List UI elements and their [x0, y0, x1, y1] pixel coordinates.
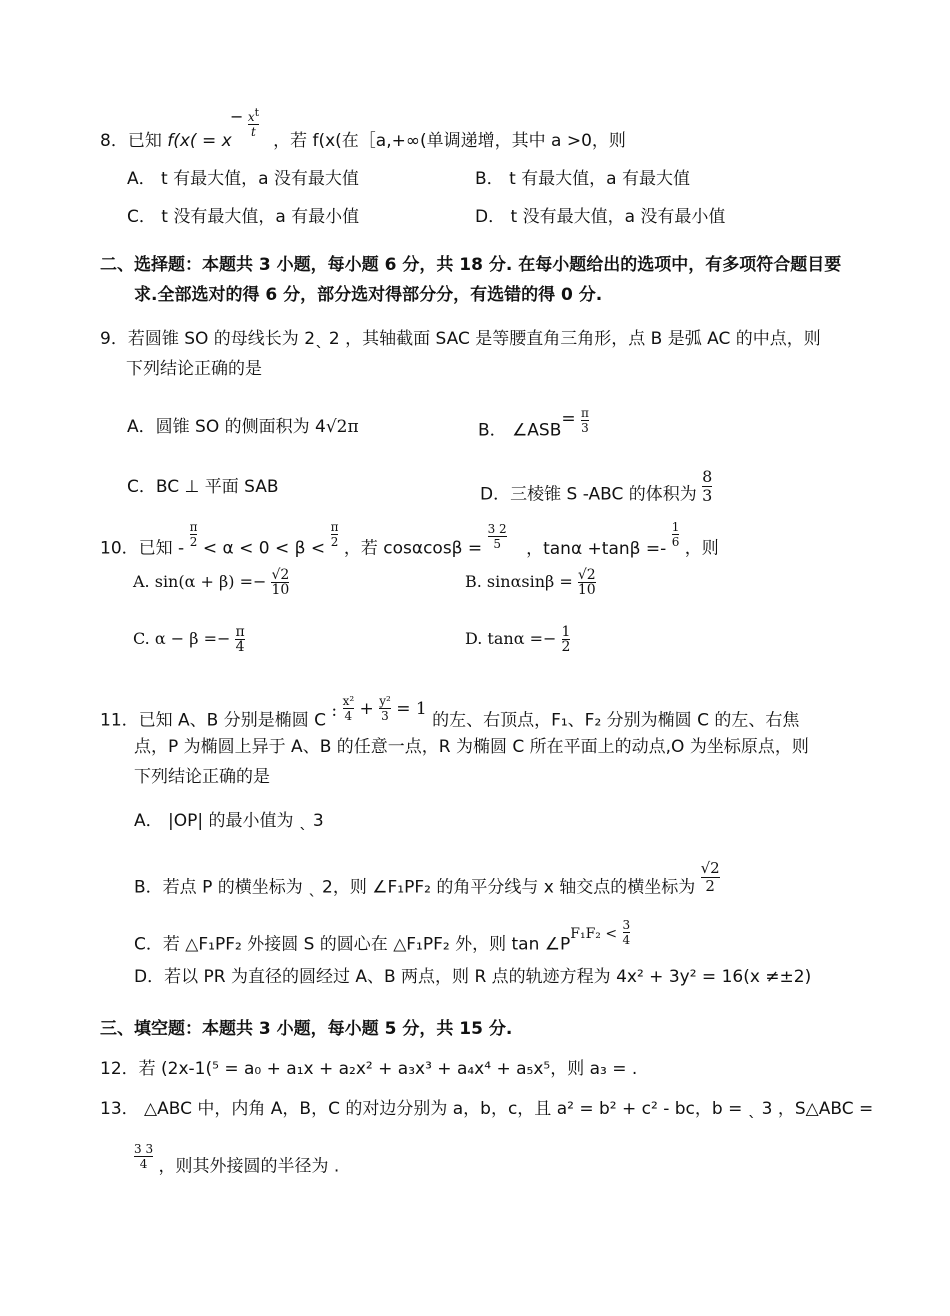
q11-option-c-tail: F₁F₂ < [570, 925, 618, 942]
q10-option-d [465, 625, 570, 654]
q11-stem-a: 11．已知 A、B 分别是椭圆 C [100, 710, 327, 731]
q9-option-c: C．BC ⊥ 平面 SAB [127, 477, 279, 497]
q11-option-b-text: B．若点 P 的横坐标为 ˎ 2，则 ∠F₁PF₂ 的角平分线与 x 轴交点的横坐标为 [134, 877, 696, 898]
q10-option-a [133, 568, 289, 597]
q11-option-c [134, 918, 631, 959]
q10-cos-den: 5 [488, 536, 507, 551]
q11-ellipse-plus: + [359, 698, 374, 719]
q11-ellipse-eq: = 1 [396, 698, 427, 719]
q10-option-d-num: 1 [561, 624, 571, 640]
q10-option-b-text: B. sinαsinβ = [465, 572, 573, 591]
q9-option-d-text: D．三棱锥 S -ABC 的体积为 [480, 484, 697, 505]
q10-cos-num: 3 2 [487, 522, 507, 536]
q13-stem-line2-text: ，则其外接圆的半径为 . [158, 1156, 340, 1177]
q8-option-b: B． t 有最大值，a 有最大值 [475, 169, 690, 189]
q9-option-b: B． ∠ASB= $\frac{\pi}{3}$ [478, 406, 589, 441]
q10-option-c-text: C. α − β =− [133, 629, 231, 648]
q10-option-c-den: 4 [235, 639, 245, 655]
q11-ellipse-y-num: y² [379, 694, 391, 708]
q10-tan-num: 1 [671, 520, 680, 534]
q8-stem-number: 8．已知 [100, 131, 162, 151]
q13-frac-num: 3 3 [134, 1142, 154, 1156]
q8-stem-rest: ，若 f(x(在［a,+∞(单调递增，其中 a >0，则 [273, 131, 626, 151]
q10-option-d-text: D. tanα =− [465, 629, 557, 648]
q8-exp-sup: t [254, 106, 260, 119]
q8-exponent: − $\frac{xt}{t}$ [230, 106, 260, 139]
q10-option-a-num: √2 [271, 567, 290, 583]
q10-stem-b: < α < 0 < β < [202, 538, 326, 559]
q10-stem-e: ，则 [684, 538, 719, 559]
q10-option-c [133, 625, 245, 654]
q10-tan-den: 6 [671, 535, 680, 549]
q9-option-b-text: B． ∠ASB [478, 420, 562, 441]
q11-option-b [134, 859, 720, 905]
q10-stem-a: 10．已知 - [100, 538, 185, 559]
q9-option-a-text: A．圆锥 SO 的侧面积为 4 [127, 417, 326, 437]
q10-option-c-num: π [235, 624, 245, 640]
q10-pi-2: π [330, 520, 339, 534]
q10-option-d-den: 2 [561, 639, 571, 655]
q9-option-d [480, 467, 713, 513]
q12-stem: 12．若 (2x-1(⁵ = a₀ + a₁x + a₂x² + a₃x³ + a₄x⁴ + a₅x⁵，则 a₃ = . [100, 1059, 638, 1079]
q9-option-d-num: 8 [702, 467, 713, 486]
q10-stem-c: ，若 cosαcosβ = [343, 538, 483, 559]
q13-stem-line1: 13． △ABC 中，内角 A，B，C 的对边分别为 a，b，c，且 a² = b² + c² - bc，b = ˎ 3 ，S△ABC = [100, 1099, 874, 1119]
q13-frac-den: 4 [134, 1156, 153, 1171]
q9-option-d-den: 3 [702, 486, 713, 505]
q10-option-b-num: √2 [577, 567, 596, 583]
q8-option-a: A． t 有最大值，a 没有最大值 [127, 169, 359, 189]
q8-option-c: C． t 没有最大值，a 有最小值 [127, 207, 360, 227]
q13-stem-line2 [134, 1142, 340, 1181]
q11-option-c-num: 3 [622, 918, 631, 932]
section-3-heading: 三、填空题：本题共 3 小题，每小题 5 分，共 15 分. [100, 1019, 513, 1039]
q10-two-2: 2 [330, 535, 339, 549]
q10-two-1: 2 [189, 535, 198, 549]
q9-stem-line1: 9．若圆锥 SO 的母线长为 2ˎ 2 ，其轴截面 SAC 是等腰直角三角形，点 B 是弧 AC 的中点，则 [100, 329, 821, 349]
q8-exp-den: t [251, 125, 256, 139]
q8-option-d: D． t 没有最大值，a 没有最小值 [475, 207, 726, 227]
q10-option-b [465, 568, 596, 597]
q9-option-a [127, 416, 359, 438]
section-2-heading-cont: 求.全部选对的得 6 分，部分选对得部分分，有选错的得 0 分. [134, 285, 603, 305]
q11-stem-line3: 下列结论正确的是 [134, 767, 270, 787]
q10-stem [100, 520, 719, 563]
q10-stem-d: ，tanα +tanβ =- [526, 538, 667, 559]
q11-option-d: D．若以 PR 为直径的圆经过 A、B 两点，则 R 点的轨迹方程为 4x² + 3y² = 16(x ≠±2) [134, 967, 812, 987]
q9-option-a-math: √2π [325, 417, 359, 437]
q9-stem-line2: 下列结论正确的是 [126, 359, 262, 379]
q11-option-a: A． |OP| 的最小值为 ˎ 3 [134, 811, 324, 831]
q11-stem-b: 的左、右顶点，F₁、F₂ 分别为椭圆 C 的左、右焦 [432, 710, 800, 731]
q11-option-c-den: 4 [622, 933, 631, 947]
q11-ellipse-y-den: 3 [381, 709, 389, 723]
q8-exp-num: x [247, 110, 255, 124]
q10-option-a-text: A. sin(α + β) =− [133, 572, 267, 591]
q9-option-b-den: 3 [581, 421, 589, 435]
q10-option-b-den: 10 [577, 582, 596, 598]
q10-option-a-den: 10 [271, 582, 290, 598]
q11-option-b-den: 2 [701, 877, 720, 895]
section-2-heading: 二、选择题：本题共 3 小题，每小题 6 分，共 18 分. 在每小题给出的选项中，有多项符合题目要 [100, 255, 842, 275]
q8-function: f(x( = x [167, 131, 232, 151]
q9-option-b-num: π [581, 406, 589, 420]
q11-ellipse-x-num: x² [342, 694, 355, 708]
q11-stem-line1: 11．已知 A、B 分别是椭圆 C : $\frac{\text{x²}}{4}$ + $\frac{\text{y²}}{3}$ = 1 的左、右顶点，F₁、F₂ 分别为椭圆 C 的左、右焦 [100, 694, 800, 731]
q8-stem [100, 106, 626, 152]
q11-stem-line2: 点，P 为椭圆上异于 A、B 的任意一点，R 为椭圆 C 所在平面上的动点,O 为坐标原点，则 [134, 737, 809, 757]
q11-option-c-text: C．若 △F₁PF₂ 外接圆 S 的圆心在 △F₁PF₂ 外，则 tan ∠P [134, 934, 571, 955]
q11-ellipse-x-den: 4 [344, 709, 353, 723]
q11-option-b-num: √2 [700, 859, 720, 877]
q10-pi-1: π [189, 520, 198, 534]
